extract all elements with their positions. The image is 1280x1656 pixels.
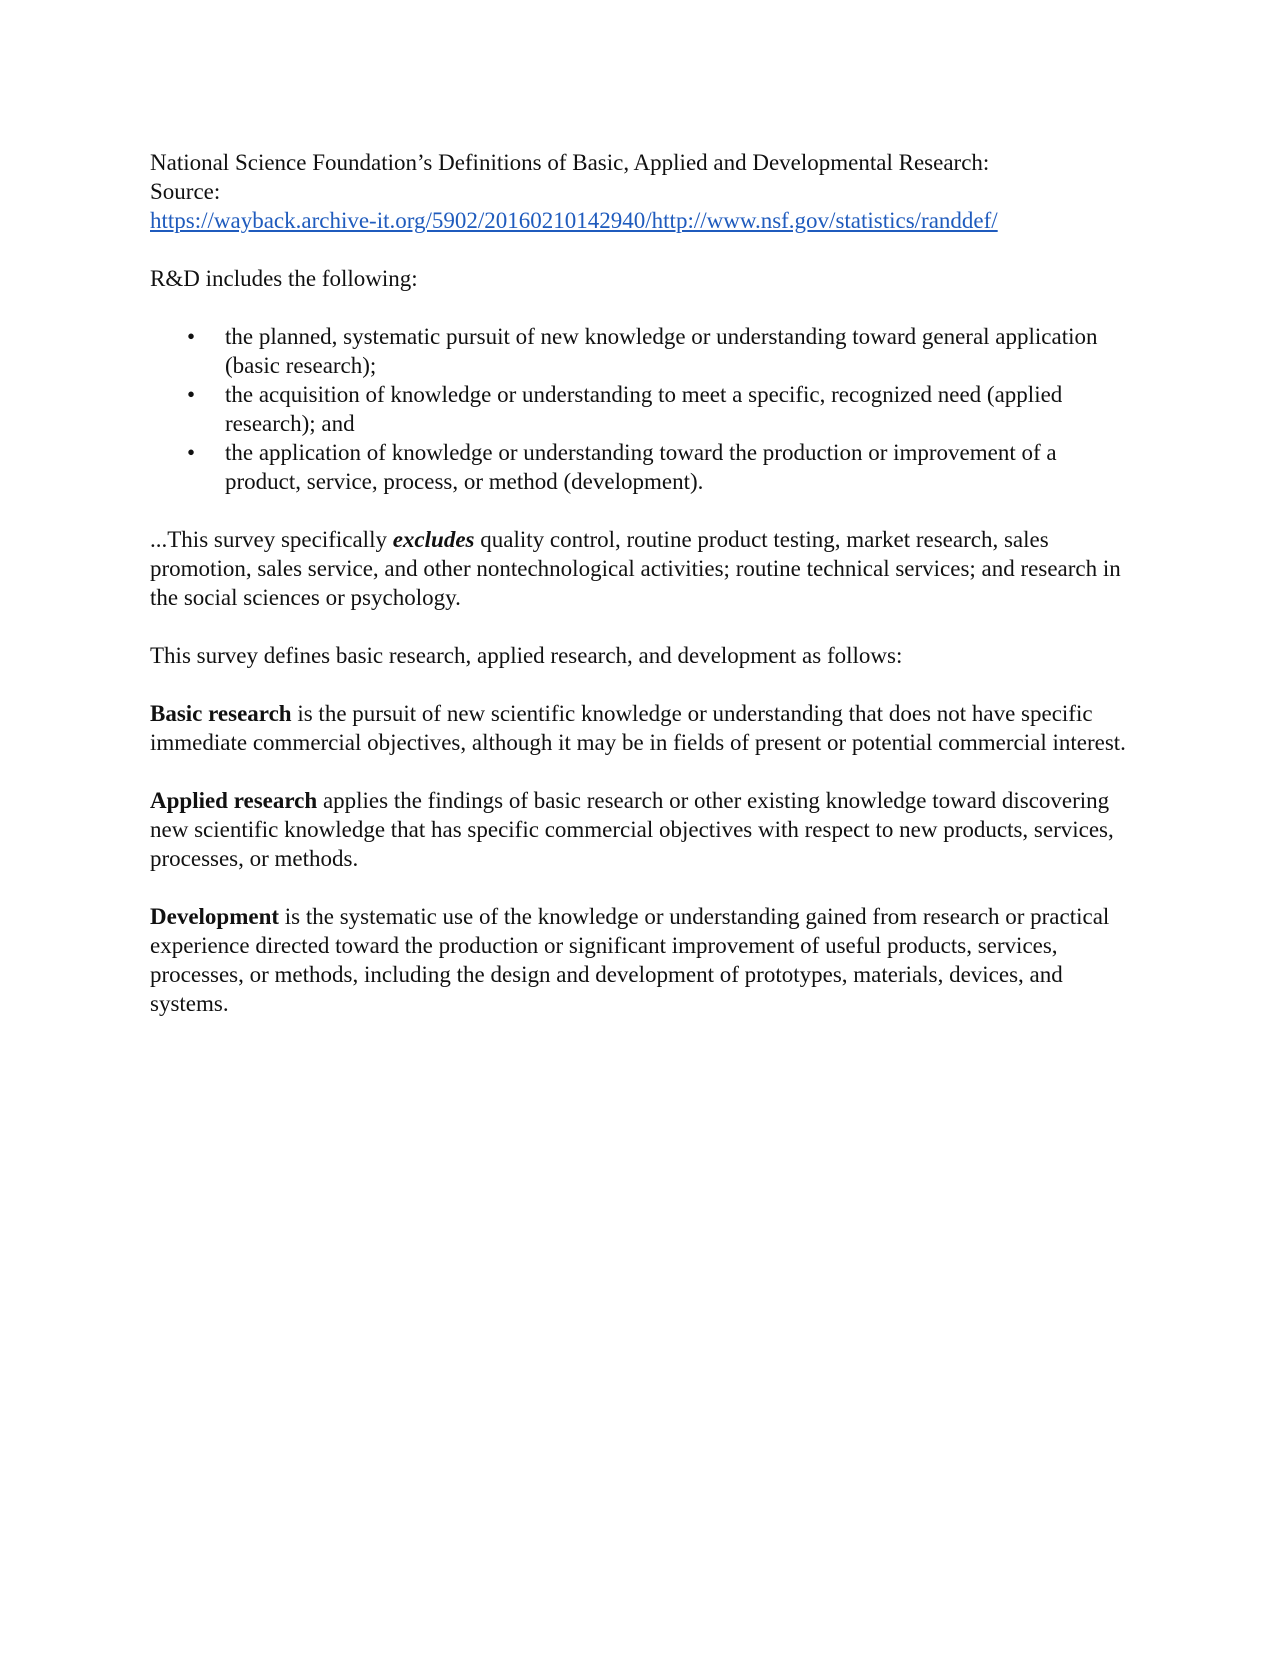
list-item-text: the application of knowledge or understanding toward the production or improvement of a product, service, process, or method (development). (225, 440, 1057, 494)
rd-components-list (150, 322, 1130, 496)
list-item (150, 438, 1130, 496)
intro-paragraph: R&D includes the following: (150, 266, 418, 291)
definition-development (150, 902, 1130, 1018)
definition-term: Applied research (150, 788, 318, 813)
exclusion-text-end: quality control, routine product testing, market research, sales promotion, sales service, and other nontechnological activities; routine technical services; and research in the social sciences or psychology. (150, 527, 1121, 610)
exclusion-paragraph (150, 525, 1130, 612)
document-page (150, 148, 1130, 1047)
document-title: National Science Foundation’s Definitions of Basic, Applied and Developmental Research: (150, 150, 990, 175)
source-label: Source: (150, 179, 221, 204)
list-item-text: the acquisition of knowledge or understanding to meet a specific, recognized need (applied research); and (225, 382, 1063, 436)
defines-paragraph: This survey defines basic research, applied research, and development as follows: (150, 643, 903, 668)
list-item-text: the planned, systematic pursuit of new knowledge or understanding toward general application (basic research); (225, 324, 1098, 378)
source-block (150, 148, 1130, 235)
bullet-icon: • (187, 382, 196, 407)
definition-basic-research (150, 699, 1130, 757)
definition-text: is the pursuit of new scientific knowledge or understanding that does not have specific immediate commercial objectives, although it may be in fields of present or potential commercial interest. (150, 701, 1126, 755)
definition-applied-research (150, 786, 1130, 873)
exclusion-emphasis: excludes (392, 527, 475, 552)
definition-term: Basic research (150, 701, 292, 726)
bullet-icon: • (187, 324, 196, 349)
bullet-icon: • (187, 440, 196, 465)
definition-term: Development (150, 904, 280, 929)
list-item (150, 380, 1130, 438)
exclusion-text-start: ...This survey specifically (150, 527, 393, 552)
definition-text: is the systematic use of the knowledge or understanding gained from research or practical experience directed toward the production or significant improvement of useful products, services, processes, or methods, including the design and development of prototypes, materials, devices, and systems. (150, 904, 1110, 1016)
list-item (150, 322, 1130, 380)
definition-text: applies the findings of basic research or other existing knowledge toward discovering new scientific knowledge that has specific commercial objectives with respect to new products, services, processes, or methods. (150, 788, 1114, 871)
source-link[interactable]: https://wayback.archive-it.org/5902/20160210142940/http://www.nsf.gov/statistics/randdef/ (150, 208, 998, 233)
